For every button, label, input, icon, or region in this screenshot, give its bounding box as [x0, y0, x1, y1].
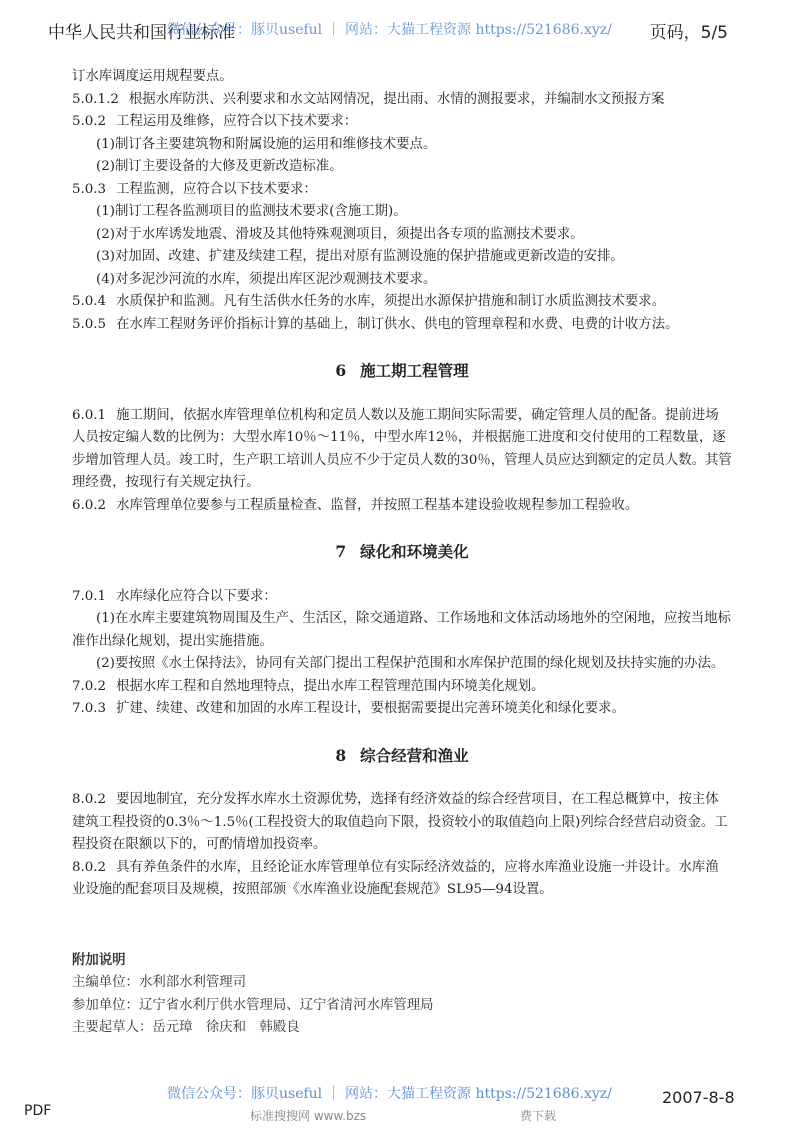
appendix-title: 附加说明 [72, 952, 126, 968]
appendix-line: 参加单位：辽宁省水利厅供水管理局、辽宁省清河水库管理局 [72, 997, 434, 1013]
clause-item: (2)对于水库诱发地震、滑坡及其他特殊观测项目，须提出各专项的监测技术要求。 [96, 226, 584, 242]
page-header-title: 中华人民共和国行业标准 [48, 23, 235, 43]
clause-item: (1)制订工程各监测项目的监测技术要求(含施工期)。 [96, 204, 407, 219]
document-body [72, 66, 732, 1040]
clause-5-0-2: 5.0.2 工程运用及维修，应符合以下技术要求： [72, 114, 358, 129]
clause-item: (1)在水库主要建筑物周围及生产、生活区，除交通道路、工作场地和文体活动场地外的空闲地，应按当地标准作出绿化规划，提出实施措施。 [72, 611, 731, 649]
clause-5-0-1-2: 5.0.1.2 根据水库防洪、兴利要求和水文站网情况，提出雨、水情的测报要求，并编制水文预报方案 [72, 91, 665, 107]
clause-8-0-2-b: 8.0.2 具有养鱼条件的水库，且经论证水库管理单位有实际经济效益的，应将水库渔业设施一并设计。水库渔业设施的配套项目及规模，按照部颁《水库渔业设施配套规范》SL95—94设置。 [72, 859, 719, 897]
footer-pdf-label: PDF [24, 1103, 52, 1119]
clause-6-0-1: 6.0.1 施工期间，依据水库管理单位机构和定员人数以及施工期间实际需要，确定管理人员的配备。提前进场人员按定编人数的比例为：大型水库10％～11％，中型水库12％，并根据施工进度和交付使用的工程数量，逐步增加管理人员。竣工时，生产职工培训人员应不少于定员人数的30％，管理人员应达到额定的定员人数。其管理经费，按现行有关规定执行。 [72, 407, 732, 490]
clause-7-0-2: 7.0.2 根据水库工程和自然地理特点，提出水库工程管理范围内环境美化规划。 [72, 678, 545, 694]
clause-5-0-4: 5.0.4 水质保护和监测。凡有生活供水任务的水库，须提出水源保护措施和制订水质监测技术要求。 [72, 294, 666, 309]
section-heading-8: 8 综合经营和渔业 [335, 745, 469, 765]
page-number: 页码，5/5 [649, 23, 728, 43]
watermark-bottom: 微信公众号：豚贝useful ｜ 网站：大猫工程资源 https://521686.xyz/ [167, 1086, 612, 1102]
clause-7-0-3: 7.0.3 扩建、续建、改建和加固的水库工程设计，要根据需要提出完善环境美化和绿化要求。 [72, 701, 625, 716]
appendix-notes [72, 950, 732, 1040]
section-heading-6: 6 施工期工程管理 [335, 361, 469, 380]
clause-7-0-1: 7.0.1 水库绿化应符合以下要求： [72, 588, 277, 604]
clause-item: (2)制订主要设备的大修及更新改造标准。 [96, 159, 343, 174]
section-heading-7: 7 绿化和环境美化 [335, 542, 469, 561]
clause-item: (1)制订各主要建筑物和附属设施的运用和维修技术要点。 [96, 136, 437, 152]
clause-item: (2)要按照《水土保持法》，协同有关部门提出工程保护范围和水库保护范围的绿化规划及扶持实施的办法。 [96, 656, 725, 671]
footer-date: 2007-8-8 [662, 1088, 735, 1107]
footer-source-end: 费下载 [520, 1109, 557, 1123]
clause-6-0-2: 6.0.2 水库管理单位要参与工程质量检查、监督，并按照工程基本建设验收规程参加工程验收。 [72, 497, 639, 513]
clause-8-0-2-a: 8.0.2 要因地制宜，充分发挥水库水土资源优势，选择有经济效益的综合经营项目，在工程总概算中，按主体建筑工程投资的0.3％～1.5％(工程投资大的取值趋向下限，投资较小的取值趋向上限)列综合经营启动资金。工程投资在限额以下的，可酌情增加投资率。 [72, 792, 728, 852]
clause-5-0-3: 5.0.3 工程监测，应符合以下技术要求： [72, 181, 317, 197]
appendix-line: 主编单位：水利部水利管理司 [72, 975, 247, 990]
footer-source: 标准搜搜网 www.bzs [250, 1109, 367, 1123]
clause-item: (4)对多泥沙河流的水库，须提出库区泥沙观测技术要求。 [96, 271, 437, 287]
clause-item: (3)对加固、改建、扩建及续建工程，提出对原有监测设施的保护措施或更新改造的安排。 [96, 249, 624, 264]
clause-5-0-5: 5.0.5 在水库工程财务评价指标计算的基础上，制订供水、供电的管理章程和水费、电费的计收方法。 [72, 316, 679, 332]
appendix-line: 主要起草人：岳元璋 徐庆和 韩殿良 [72, 1020, 300, 1035]
continuation-text: 订水库调度运用规程要点。 [72, 69, 233, 84]
watermark-top: 微信公众号：豚贝useful ｜ 网站：大猫工程资源 https://521686.xyz/ [167, 22, 612, 38]
